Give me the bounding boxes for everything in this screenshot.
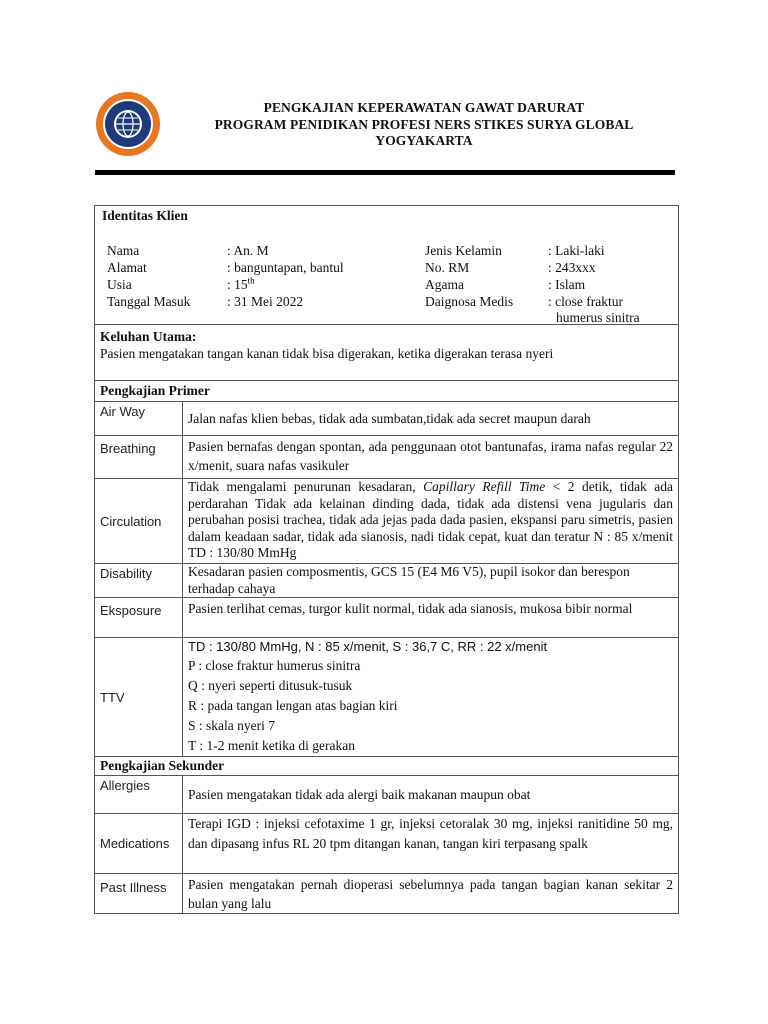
ttv-row xyxy=(95,638,679,757)
primer-title: Pengkajian Primer xyxy=(100,383,210,398)
usia-suffix: th xyxy=(247,275,255,286)
airway-label: Air Way xyxy=(100,404,146,419)
circulation-text-b: < 2 detik, tidak ada perdarahan Tidak ada kelainan dinding dada, tidak ada distensi vena jugularis dan perubahan posisi trachea, tidak ada jejas pada dada pasien, ekspansi paru simetris, pasien dalam keadaan sadar, tidak ada sianosis, nadi tidak cepat, kuat dan teratur N : 85 x/menit TD : 130/80 MmHg xyxy=(188,479,673,560)
past-illness-text: Pasien mengatakan pernah dioperasi sebelumnya pada tangan bagian kanan sekitar 2 bulan yang lalu xyxy=(188,877,673,911)
allergies-label: Allergies xyxy=(100,778,150,793)
breathing-label: Breathing xyxy=(100,441,156,456)
allergies-text: Pasien mengatakan tidak ada alergi baik makanan maupun obat xyxy=(188,787,531,802)
usia-number: : 15 xyxy=(227,277,248,292)
exposure-row xyxy=(95,598,679,638)
allergies-row xyxy=(95,776,679,814)
jenis-kelamin-value: : Laki-laki xyxy=(548,243,605,258)
past-illness-label: Past Illness xyxy=(100,880,167,895)
airway-row xyxy=(95,402,679,436)
tanggal-masuk-label: Tanggal Masuk xyxy=(107,294,191,309)
ttv-p: P : close fraktur humerus sinitra xyxy=(188,658,361,673)
medications-label: Medications xyxy=(100,836,170,851)
no-rm-value: : 243xxx xyxy=(548,260,596,275)
document-header xyxy=(140,100,708,150)
identitas-title: Identitas Klien xyxy=(102,208,188,223)
ttv-q: Q : nyeri seperti ditusuk-tusuk xyxy=(188,678,353,693)
header-divider xyxy=(95,170,675,175)
identitas-row xyxy=(95,206,679,325)
breathing-text: Pasien bernafas dengan spontan, ada penggunaan otot bantunafas, irama nafas regular 22 x/menit, suara nafas vasikuler xyxy=(188,439,673,473)
agama-value: : Islam xyxy=(548,277,586,292)
medications-row xyxy=(95,814,679,874)
capillary-refill-term: Capillary Refill Time xyxy=(423,479,546,494)
ttv-t: T : 1-2 menit ketika di gerakan xyxy=(188,738,355,753)
ttv-list xyxy=(188,638,673,756)
keluhan-text: Pasien mengatakan tangan kanan tidak bisa digerakan, ketika digerakan terasa nyeri xyxy=(100,346,554,361)
circulation-row xyxy=(95,479,679,564)
disability-label: Disability xyxy=(100,566,153,581)
past-illness-row xyxy=(95,874,679,914)
circulation-text xyxy=(188,479,673,562)
medications-text: Terapi IGD : injeksi cefotaxime 1 gr, injeksi cetoralak 30 mg, injeksi ranitidine 50 mg, dan dipasang infus RL 20 tpm ditangan kanan, tangan kiri terpasang spalk xyxy=(188,816,673,851)
usia-value xyxy=(227,277,255,293)
exposure-text: Pasien terlihat cemas, turgor kulit normal, tidak ada sianosis, mukosa bibir normal xyxy=(188,601,633,616)
keluhan-title: Keluhan Utama: xyxy=(100,329,197,344)
header-title: PENGKAJIAN KEPERAWATAN GAWAT DARURAT xyxy=(263,100,585,115)
breathing-row xyxy=(95,436,679,479)
sekunder-title: Pengkajian Sekunder xyxy=(100,758,225,773)
exposure-label: Eksposure xyxy=(100,603,162,618)
airway-text: Jalan nafas klien bebas, tidak ada sumbatan,tidak ada secret maupun darah xyxy=(188,411,591,426)
disability-text: Kesadaran pasien composmentis, GCS 15 (E4 M6 V5), pupil isokor dan berespon terhadap cahaya xyxy=(188,564,630,596)
agama-label: Agama xyxy=(425,277,464,292)
diagnosa-label: Daignosa Medis xyxy=(425,294,514,309)
diagnosa-value: : close fraktur xyxy=(548,294,623,309)
nama-label: Nama xyxy=(107,243,140,258)
primer-header-row xyxy=(95,381,679,402)
circulation-label: Circulation xyxy=(100,513,162,529)
ttv-s: S : skala nyeri 7 xyxy=(188,718,275,733)
jenis-kelamin-label: Jenis Kelamin xyxy=(425,243,502,258)
nama-value: : An. M xyxy=(227,243,269,258)
diagnosa-value-cont: humerus sinitra xyxy=(556,310,640,325)
assessment-table xyxy=(94,205,679,914)
usia-label: Usia xyxy=(107,277,132,292)
keluhan-row xyxy=(95,325,679,381)
ttv-label: TTV xyxy=(100,689,125,705)
disability-row xyxy=(95,564,679,598)
header-subtitle: PROGRAM PENIDIKAN PROFESI NERS STIKES SURYA GLOBAL xyxy=(214,116,634,132)
tanggal-masuk-value: : 31 Mei 2022 xyxy=(227,294,304,309)
ttv-vitals: TD : 130/80 MmHg, N : 85 x/menit, S : 36,7 C, RR : 22 x/menit xyxy=(188,639,548,654)
no-rm-label: No. RM xyxy=(425,260,470,275)
header-city: YOGYAKARTA xyxy=(375,133,473,148)
alamat-value: : banguntapan, bantul xyxy=(227,260,344,275)
ttv-r: R : pada tangan lengan atas bagian kiri xyxy=(188,698,398,713)
sekunder-header-row xyxy=(95,757,679,776)
identitas-section xyxy=(95,206,678,324)
circulation-text-a: Tidak mengalami penurunan kesadaran, xyxy=(188,479,416,494)
alamat-label: Alamat xyxy=(107,260,147,275)
